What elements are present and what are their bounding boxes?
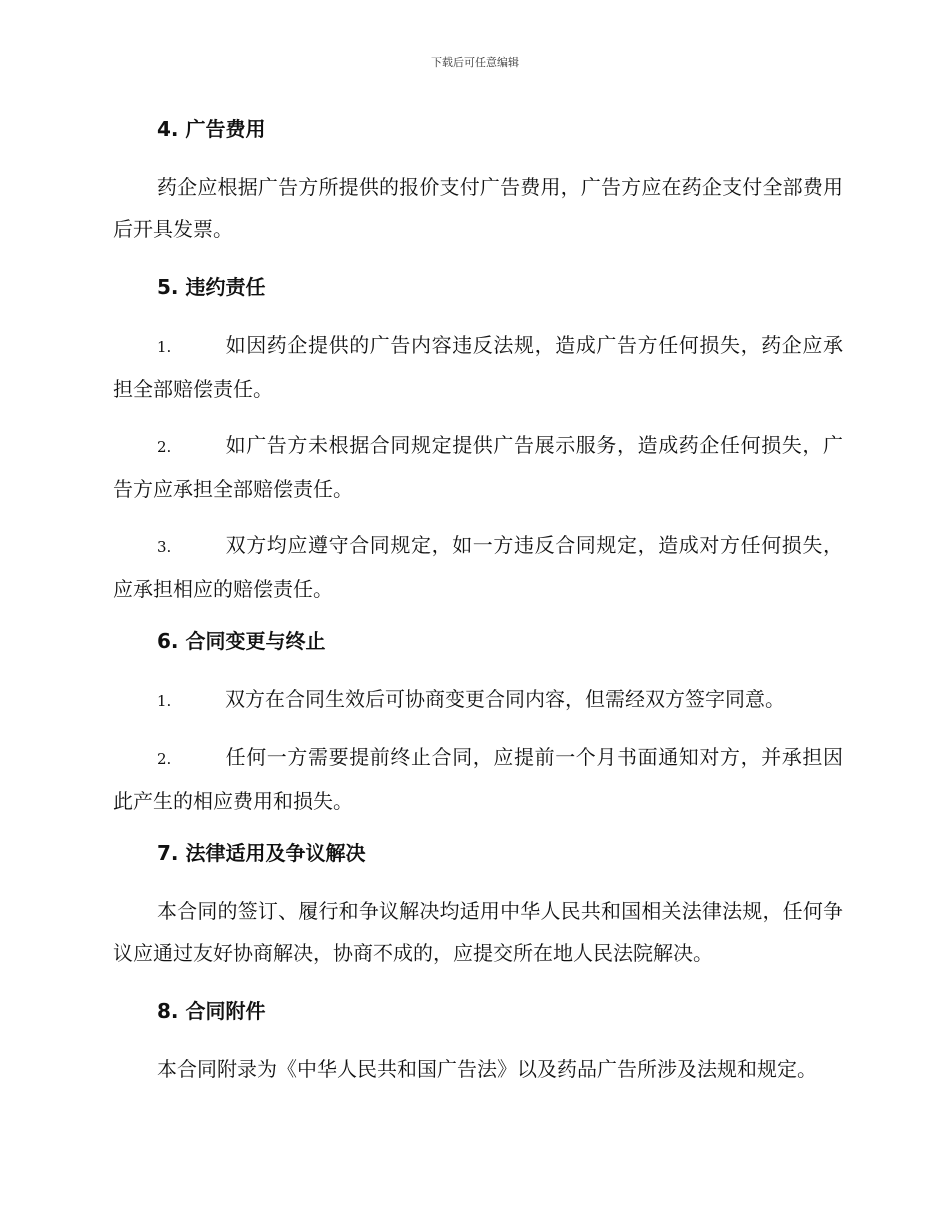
document-body [113,112,843,1110]
list-item-text: 如因药企提供的广告内容违反法规，造成广告方任何损失，药企应承担全部赔偿责任。 [113,333,843,401]
list-item-number: 1. [157,692,172,710]
section-title-attachments: 8. 合同附件 [157,999,266,1023]
list-item-text: 任何一方需要提前终止合同，应提前一个月书面通知对方，并承担因此产生的相应费用和损失。 [113,745,843,813]
list-item [113,324,843,410]
liability-list [113,324,843,610]
list-item-number: 1. [157,338,172,356]
list-item-text: 双方在合同生效后可协商变更合同内容，但需经双方签字同意。 [225,687,785,711]
section-title-law-disputes: 7. 法律适用及争议解决 [157,841,366,865]
list-item [113,678,843,722]
list-item-text: 如广告方未根据合同规定提供广告展示服务，造成药企任何损失，广告方应承担全部赔偿责任。 [113,433,843,501]
list-item-number: 3. [157,538,172,556]
section-title-liability: 5. 违约责任 [157,275,266,299]
list-item [113,736,843,822]
list-item-number: 2. [157,438,172,456]
list-item-number: 2. [157,750,172,768]
list-item [113,424,843,510]
page-header: 下载后可任意编辑 [431,56,519,69]
section-paragraph-attachments: 本合同附录为《中华人民共和国广告法》以及药品广告所涉及法规和规定。 [157,1057,817,1081]
section-title-fees: 4. 广告费用 [157,117,266,141]
section-title-change-termination: 6. 合同变更与终止 [157,629,326,653]
section-paragraph-fees: 药企应根据广告方所提供的报价支付广告费用，广告方应在药企支付全部费用后开具发票。 [113,175,843,241]
list-item-text: 双方均应遵守合同规定，如一方违反合同规定，造成对方任何损失，应承担相应的赔偿责任。 [113,533,843,601]
change-termination-list [113,678,843,822]
list-item [113,524,843,610]
section-paragraph-law-disputes: 本合同的签订、履行和争议解决均适用中华人民共和国相关法律法规，任何争议应通过友好协商解决，协商不成的，应提交所在地人民法院解决。 [113,899,843,965]
